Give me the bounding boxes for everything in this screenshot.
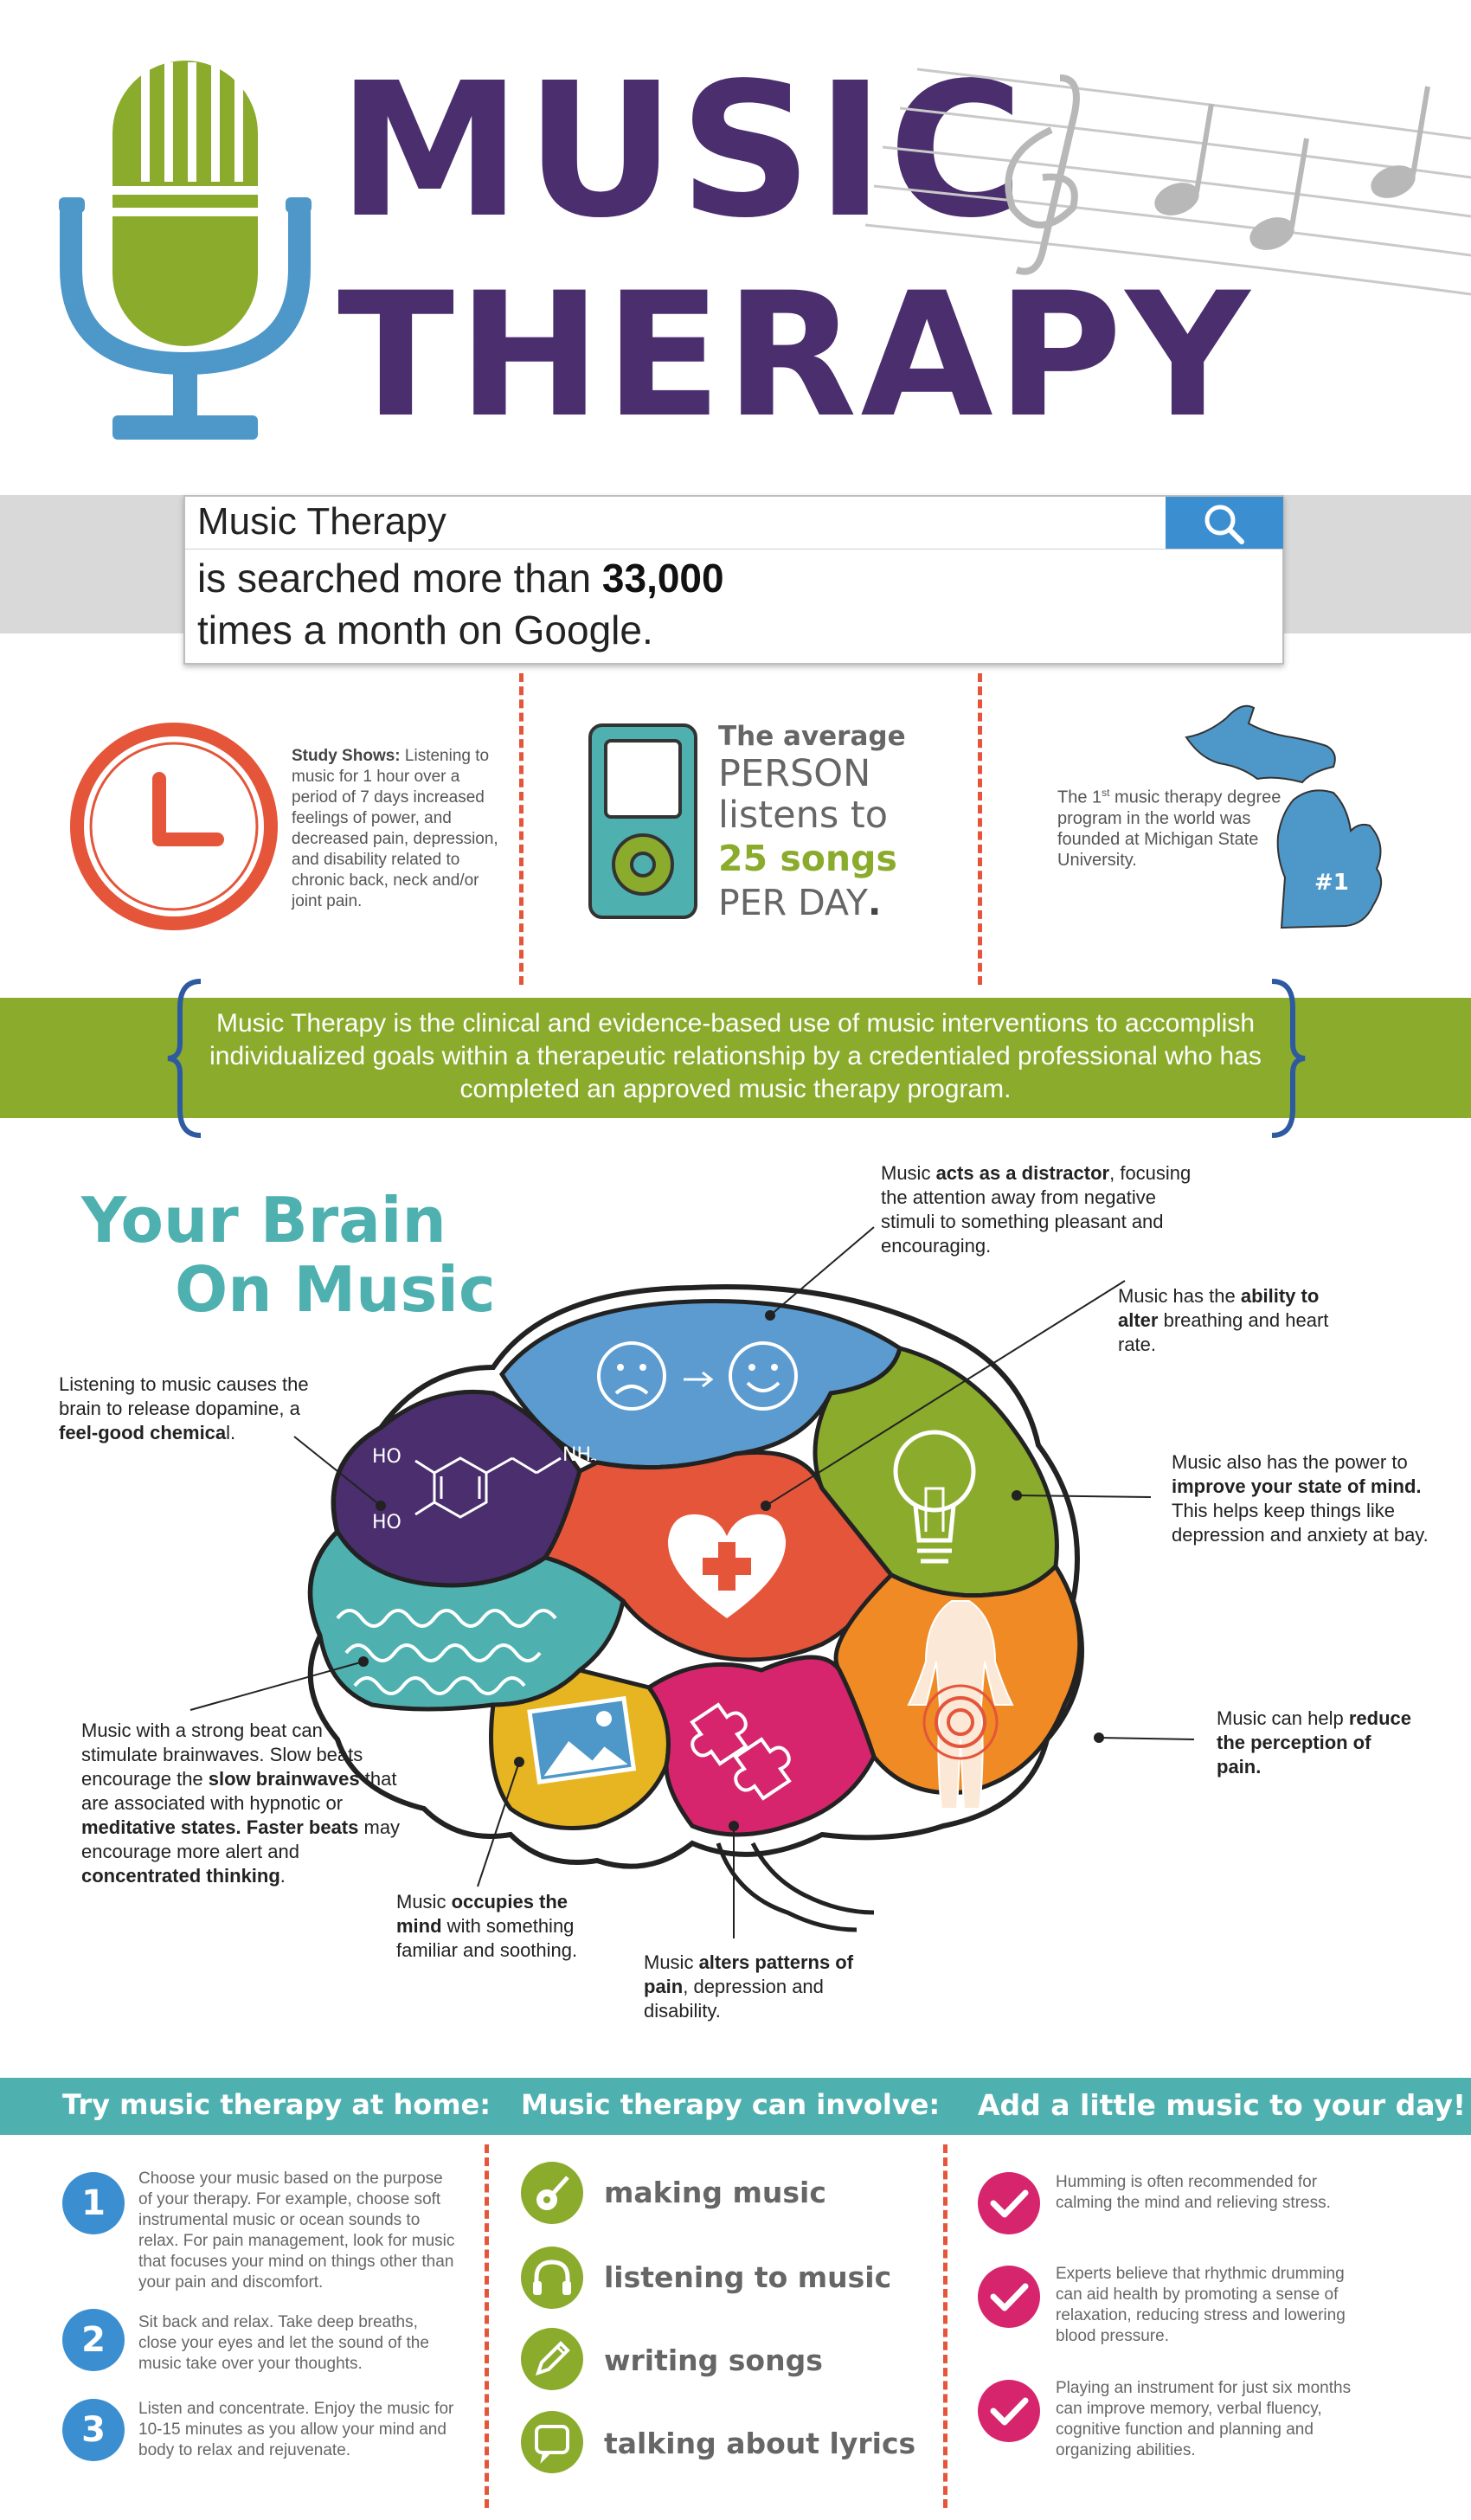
step-number: 1	[62, 2172, 125, 2234]
involve-item: talking about lyrics	[604, 2427, 916, 2460]
occupies-b: occupies the mind	[396, 1891, 568, 1937]
patterns-c: , depression and disability.	[644, 1976, 824, 2022]
annotation-patterns	[644, 1951, 869, 2023]
search-button[interactable]	[1166, 497, 1283, 549]
beat-f: concentrated thinking	[81, 1865, 280, 1887]
step-number: 3	[62, 2399, 125, 2461]
annotation-occupies	[396, 1890, 604, 1963]
dopamine-ho-bottom: HO	[372, 1512, 401, 1533]
alter-a: Music has the	[1118, 1285, 1241, 1307]
involve-item: writing songs	[604, 2343, 823, 2377]
dopamine-ho-top: HO	[372, 1446, 401, 1468]
tip-text: Humming is often recommended for calming the mind and relieving stress.	[1056, 2173, 1331, 2212]
distractor-a: Music	[881, 1162, 936, 1184]
title-music: MUSIC	[337, 43, 1028, 259]
average-songs-stat	[718, 720, 952, 924]
col3-title: Add a little music to your day!	[978, 2088, 1467, 2122]
avg-line2: PERSON	[718, 752, 871, 795]
dopamine-a: Listening to music causes the brain to release dopamine, a	[59, 1373, 309, 1419]
beat-e: may encourage more alert and	[81, 1816, 401, 1862]
annotation-brainwaves	[81, 1719, 401, 1888]
avg-line4: 25 songs	[718, 838, 897, 879]
annotation-improve	[1172, 1450, 1431, 1547]
distractor-c: , focusing the attention away from negative stimuli to something pleasant and encouraging.	[881, 1162, 1192, 1257]
beat-a: Music with a strong beat can stimulate brainwaves. Slow beats encourage the	[81, 1720, 363, 1790]
annotation-dopamine	[59, 1372, 344, 1445]
improve-c: This helps keep things like depression and anxiety at bay.	[1172, 1500, 1429, 1546]
divider	[485, 2144, 489, 2508]
brain-title-line1: Your Brain	[81, 1184, 446, 1257]
microphone-icon	[52, 52, 329, 450]
involve-item: making music	[604, 2176, 826, 2209]
search-divider	[185, 549, 1282, 550]
tip-text: Experts believe that rhythmic drumming can aid health by promoting a sense of relaxation, reducing stress and lowering blood pressure.	[1056, 2265, 1346, 2345]
distractor-b: acts as a distractor	[935, 1162, 1110, 1184]
study-body: Listening to music for 1 hour over a period of 7 days increased feelings of power, and decreased pain, depression, and disability related to chronic back, neck and/or joint pain.	[292, 747, 498, 910]
avg-dot: .	[867, 882, 882, 923]
result-count: 33,000	[601, 556, 724, 601]
improve-b: improve your state of mind.	[1172, 1475, 1422, 1497]
step-text: Listen and concentrate. Enjoy the music for 10-15 minutes as you allow your mind and body to relax and rejuvenate.	[138, 2400, 454, 2459]
dopamine-nh: NH	[562, 1444, 591, 1466]
study-label: Study Shows:	[292, 747, 401, 765]
col1-title: Try music therapy at home:	[62, 2088, 491, 2121]
col2-title: Music therapy can involve:	[521, 2088, 941, 2121]
patterns-b: alters patterns of pain	[644, 1951, 854, 1997]
beat-d: meditative states. Faster beats	[81, 1816, 359, 1838]
checkmark-icon	[978, 2266, 1040, 2328]
pain-a: Music can help	[1217, 1707, 1349, 1729]
michigan-map-icon	[1181, 692, 1423, 935]
alter-c: breathing and heart rate.	[1118, 1309, 1329, 1355]
result-line2: times a month on Google.	[197, 608, 653, 652]
beat-g: .	[279, 1865, 286, 1887]
step-number: 2	[62, 2309, 125, 2371]
annotation-leaders	[0, 1125, 1471, 2077]
divider	[978, 673, 982, 985]
pain-b: reduce the perception of pain.	[1217, 1707, 1412, 1778]
speech-bubble-icon	[521, 2411, 583, 2473]
occupies-a: Music	[396, 1891, 452, 1912]
guitar-icon	[521, 2162, 583, 2224]
dopamine-b: feel-good chemica	[59, 1422, 227, 1443]
first-prefix: The 1	[1057, 788, 1102, 807]
involve-item: listening to music	[604, 2260, 892, 2294]
first-body: music therapy degree program in the world was founded at Michigan State University.	[1057, 788, 1282, 870]
definition-text: Music Therapy is the clinical and evidence-based use of music interventions to accomplish individualized goals within a therapeutic relationship by a credentialed professional who has completed an approved music therapy program.	[209, 1009, 1262, 1103]
tip-text: Playing an instrument for just six months can improve memory, verbal fluency, cognitive function and planning and organizing abilities.	[1056, 2379, 1352, 2459]
study-text	[292, 746, 499, 912]
search-result-text	[197, 552, 1236, 656]
patterns-a: Music	[644, 1951, 699, 1973]
clock-icon	[66, 718, 282, 935]
music-staff-decoration	[865, 43, 1471, 303]
dopamine-c: l.	[226, 1422, 236, 1443]
headphones-icon	[521, 2247, 583, 2309]
avg-line5: PER DAY	[718, 882, 868, 923]
improve-a: Music also has the power to	[1172, 1451, 1408, 1473]
ipod-icon	[587, 722, 699, 921]
first-sup: st	[1102, 787, 1110, 799]
beat-b: slow brainwaves	[208, 1768, 360, 1790]
avg-line3: listens to	[718, 794, 889, 837]
search-icon	[1166, 497, 1283, 549]
title-therapy: THERAPY	[337, 255, 1254, 455]
beat-c: that are associated with hypnotic or	[81, 1768, 397, 1814]
avg-line1: The average	[718, 721, 906, 752]
checkmark-icon	[978, 2172, 1040, 2234]
annotation-alter	[1118, 1284, 1352, 1357]
alter-b: ability to alter	[1118, 1285, 1320, 1331]
step-text: Sit back and relax. Take deep breaths, close your eyes and let the sound of the music take over your thoughts.	[138, 2313, 429, 2373]
annotation-pain	[1217, 1707, 1416, 1779]
result-prefix: is searched more than	[197, 556, 602, 601]
search-input[interactable]: Music Therapy	[197, 500, 446, 543]
occupies-c: with something familiar and soothing.	[396, 1915, 578, 1961]
annotation-distractor	[881, 1161, 1192, 1258]
divider	[943, 2144, 947, 2508]
checkmark-icon	[978, 2380, 1040, 2442]
michigan-badge: #1	[1314, 870, 1349, 896]
pencil-icon	[521, 2328, 583, 2390]
step-text: Choose your music based on the purpose of your therapy. For example, choose soft instrumental music or ocean sounds to relax. For pain management, look for music that focuses your mind on things other than your pain and discomfort.	[138, 2170, 455, 2292]
divider	[519, 673, 524, 985]
brain-title-line2: On Music	[175, 1253, 496, 1326]
